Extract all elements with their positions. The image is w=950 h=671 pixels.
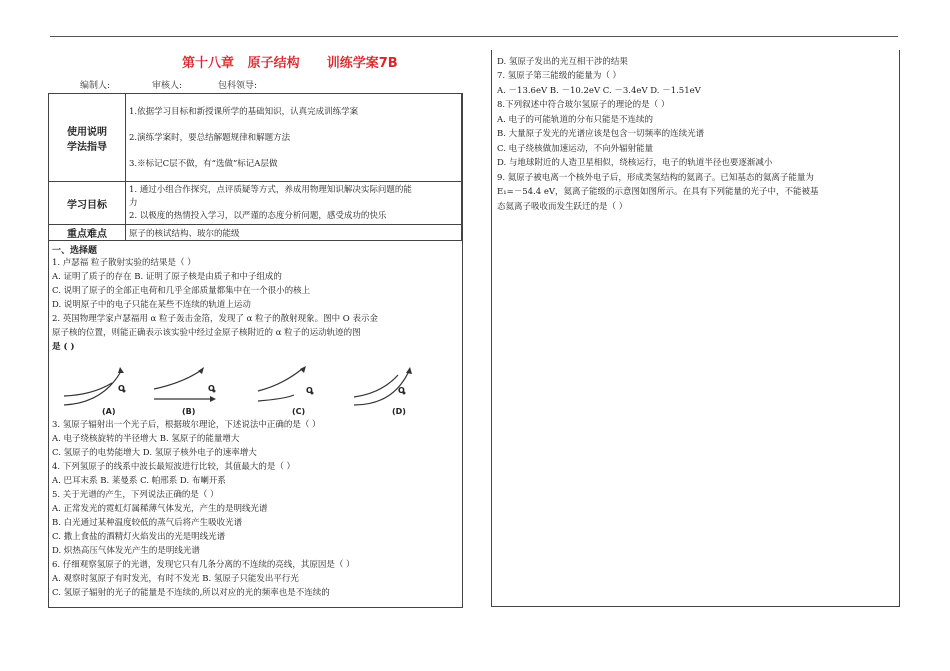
question-text: A. 电子的可能轨道的分布只能是不连续的 bbox=[497, 115, 654, 125]
question-text: A. －13.6eV B. －10.2eV C. －3.4eV D. －1.51eV bbox=[497, 86, 701, 96]
usage-line: 3.※标记C层不做，有“选做”标记A层做 bbox=[129, 158, 278, 169]
figure-c bbox=[258, 366, 314, 401]
page-title: 第十八章 原子结构 训练学案7B bbox=[182, 56, 398, 71]
question-text: B. 大量原子发光的光谱应该是包含一切频率的连续光谱 bbox=[497, 129, 705, 139]
arrow-head-icon bbox=[300, 366, 306, 373]
trajectory-deflected-line bbox=[64, 373, 120, 405]
usage-label bbox=[49, 94, 126, 182]
nucleus-label: O bbox=[208, 384, 215, 393]
question-text: A. 正常发光的霓虹灯属稀薄气体发光，产生的是明线光谱 bbox=[52, 504, 268, 514]
leader-label: 包科领导: bbox=[218, 81, 258, 91]
question-text: 9. 氦原子被电离一个核外电子后，形成类氢结构的氦离子。已知基态的氦离子能量为 bbox=[497, 173, 814, 183]
section-title: 一、选择题 bbox=[52, 246, 98, 256]
figure-a bbox=[64, 367, 126, 405]
question-text: A. 证明了质子的存在 B. 证明了原子核是由质子和中子组成的 bbox=[52, 272, 282, 282]
key-row bbox=[49, 225, 462, 241]
usage-label-line-1: 使用说明 bbox=[67, 126, 107, 138]
question-text: 6. 仔细观察氢原子的光谱，发现它只有几条分离的不连续的亮线，其原因是（ ） bbox=[52, 560, 355, 570]
question-text: 5. 关于光谱的产生，下列说法正确的是（ ） bbox=[52, 490, 219, 500]
question-text: C. 电子绕核做加速运动，不向外辐射能量 bbox=[497, 144, 654, 154]
question-text: D. 炽热高压气体发光产生的是明线光谱 bbox=[52, 546, 200, 556]
arrow-head-icon bbox=[118, 367, 124, 373]
nucleus-label: O bbox=[118, 384, 125, 393]
question-text: C. 氢原子的电势能增大 D. 氢原子核外电子的速率增大 bbox=[52, 448, 257, 458]
guide-table bbox=[48, 93, 462, 241]
trajectory-deflected-line bbox=[258, 369, 302, 391]
question-text: 7. 氢原子第三能级的能量为（ ） bbox=[497, 71, 622, 81]
goals-label: 学习目标 bbox=[49, 182, 126, 225]
goals-line: 2. 以极度的热情投入学习，以严谨的态度分析问题，感受成功的快乐 bbox=[129, 210, 387, 221]
key-label: 重点难点 bbox=[49, 225, 126, 241]
question-text: C. 说明了原子的全部正电荷和几乎全部质量都集中在一个很小的核上 bbox=[52, 286, 311, 296]
question-text: A. 巴耳末系 B. 莱曼系 C. 帕邢系 D. 布喇开系 bbox=[52, 476, 226, 486]
question-text: 态氦离子吸收而发生跃迁的是（ ） bbox=[497, 202, 628, 212]
trajectory-upper-line bbox=[258, 395, 294, 401]
question-text: 2. 英国物理学家卢瑟福用 α 粒子轰击金箔，发现了 α 粒子的散射现象。图中 O 表示金 bbox=[52, 314, 378, 324]
question-text: D. 说明原子中的电子只能在某些不连续的轨道上运动 bbox=[52, 300, 251, 310]
usage-label-line-2: 学法指导 bbox=[67, 141, 107, 153]
usage-line: 1.依据学习目标和新授课所学的基础知识，认真完成训练学案 bbox=[129, 106, 359, 117]
question-text: B. 白光通过某种温度较低的蒸气后将产生吸收光谱 bbox=[52, 518, 243, 528]
nucleus-label: O bbox=[398, 386, 405, 395]
nucleus-label: O bbox=[306, 386, 313, 395]
question-text: C. 撒上食盐的酒精灯火焰发出的光是明线光谱 bbox=[52, 532, 226, 542]
compiler-label: 编制人: bbox=[80, 81, 111, 91]
trajectory-deflected-line bbox=[154, 371, 200, 389]
question-text: 1. 卢瑟福 粒子散射实验的结果是（ ） bbox=[52, 258, 196, 268]
top-rule bbox=[50, 36, 898, 37]
question-text: D. 与地球附近的人造卫星相似，绕核运行，电子的轨道半径也要逐渐减小 bbox=[497, 158, 773, 168]
key-content: 原子的核试结构、玻尔的能级 bbox=[126, 225, 462, 241]
figure-label: (A) bbox=[102, 407, 116, 416]
question-text: A. 观察时氢原子有时发光，有时不发光 B. 氢原子只能发出平行光 bbox=[52, 574, 299, 584]
goals-row bbox=[49, 182, 462, 225]
goals-line: 1. 通过小组合作探究，点评质疑等方式，养成用物理知识解决实际问题的能 bbox=[129, 184, 412, 195]
question-text: 4. 下列氢原子的线系中波长最短波进行比较，其值最大的是（ ） bbox=[52, 462, 296, 472]
figure-label: (D) bbox=[392, 407, 406, 416]
question-text: A. 电子绕核旋转的半径增大 B. 氢原子的能量增大 bbox=[52, 434, 240, 444]
trajectory-upper-line bbox=[64, 383, 112, 396]
question-text: C. 氢原子辐射的光子的能量是不连续的,所以对应的光的频率也是不连续的 bbox=[52, 588, 330, 598]
question-text: D. 氢原子发出的光互相干涉的结果 bbox=[497, 57, 628, 67]
figure-label: (B) bbox=[182, 407, 196, 416]
question-text: 8.下列叙述中符合玻尔氢原子的理论的是（ ） bbox=[497, 100, 670, 110]
question-text: E₁=－54.4 eV，氦离子能级的示意图如图所示。在具有下列能量的光子中，不能被基 bbox=[497, 187, 819, 197]
trajectory-figures-svg bbox=[62, 361, 422, 419]
goals-content bbox=[126, 182, 462, 225]
usage-content bbox=[126, 94, 462, 182]
usage-row bbox=[49, 94, 462, 182]
question-text: 是 ( ) bbox=[52, 342, 75, 352]
arrow-head-icon bbox=[406, 367, 412, 374]
usage-line: 2.演练学案时，要总结解题规律和解题方法 bbox=[129, 132, 291, 143]
goals-line: 力 bbox=[129, 197, 138, 208]
arrow-head-icon bbox=[210, 396, 216, 402]
figure-label: (C) bbox=[292, 407, 306, 416]
question-text: 3. 氢原子辐射出一个光子后，根据玻尔理论，下述说法中正确的是（ ） bbox=[52, 420, 321, 430]
arrow-head-icon bbox=[198, 367, 204, 374]
alpha-trajectory-figures bbox=[62, 361, 422, 419]
question-text: 原子核的位置，则能正确表示该实验中经过金原子核附近的 α 粒子的运动轨迹的图 bbox=[52, 328, 361, 338]
reviewer-label: 审核人: bbox=[152, 81, 183, 91]
figure-b bbox=[154, 367, 216, 402]
